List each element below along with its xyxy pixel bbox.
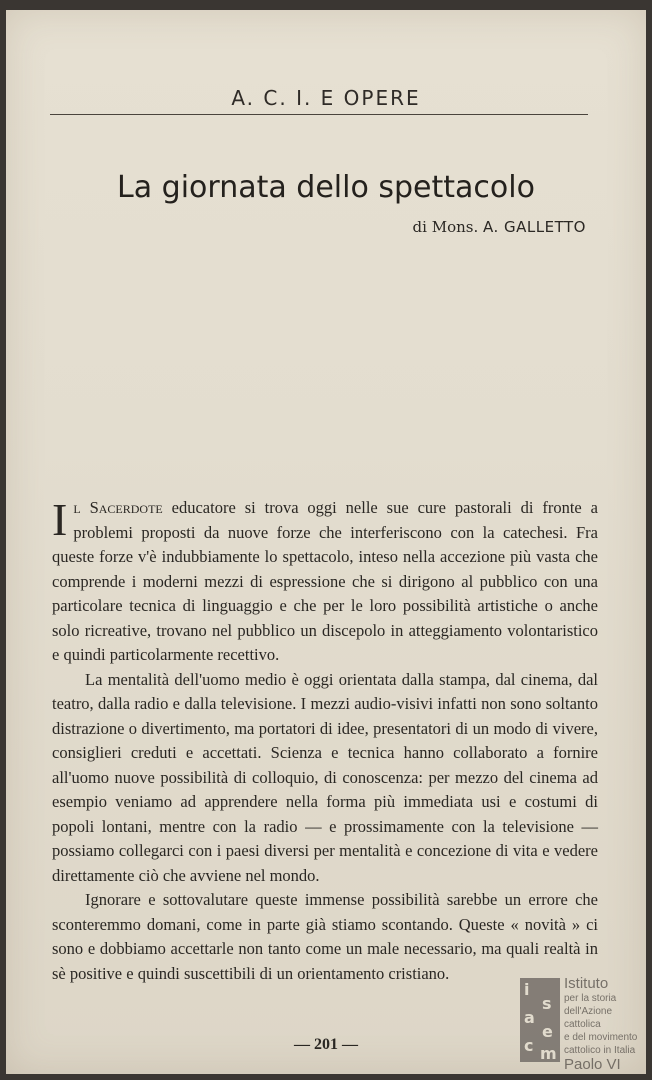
paragraph-1-text: educatore si trova oggi nelle sue cure pastorali di fronte a problemi proposti da nuove forze che interferiscono con la catechesi. Fra queste forze v'è indubbiamente lo spettacolo, inteso nella accezione più vasta che comprende i moderni mezzi di espressione che si dirigono al pubblico con una particolare tecnica di linguaggio e che per le loro possibilità artistiche o anche solo ricreative, trovano nel pubblico un discepolo in atteggiamento volontaristico e quindi particolarmente recettivo.	[52, 498, 598, 664]
section-heading: A. C. I. E OPERE	[231, 86, 421, 110]
author-line	[413, 218, 586, 236]
logo-letter: e	[542, 1022, 553, 1041]
archive-logo	[520, 978, 560, 1062]
archive-watermark	[520, 972, 650, 1073]
logo-letter: m	[540, 1044, 557, 1063]
author-prefix: di Mons.	[412, 218, 479, 236]
archive-name	[564, 976, 650, 1073]
stamp-line: cattolico in Italia	[564, 1045, 636, 1056]
article-title: La giornata dello spettacolo	[117, 170, 535, 205]
article-body	[52, 496, 598, 986]
stamp-line: Paolo VI	[564, 1056, 621, 1073]
logo-letter: c	[524, 1036, 534, 1055]
paragraph-3: Ignorare e sottovalutare queste immense possibilità sarebbe un errore che sconteremmo domani, come in parte già stiamo scontando. Queste « novità » ci sono e dobbiamo accettarle non tanto come un male necessario, ma quali realtà in sè positive e quindi suscettibili di un orientamento cristiano.	[52, 890, 598, 983]
paragraph-2: La mentalità dell'uomo medio è oggi orientata dalla stampa, dal cinema, dal teatro, dalla radio e dalla televisione. I mezzi audio-visivi infatti non sono soltanto distrazione o divertimento, ma portatori di idee, presentatori di un modo di vivere, consiglieri creduti e accettati. Scienza e tecnica hanno collaborato a fornire all'uomo nuove possibilità di colloquio, di conoscenza: per mezzo del cinema ad esempio veniamo ad apprendere nella forma più immediata usi e costumi di popoli lontani, mentre con la radio — e prossimamente con la televisione — possiamo collegarci con i paesi diversi per mentalità e concezione di vita e vedere direttamente ciò che avviene nel mondo.	[52, 669, 598, 885]
stamp-line: per la storia	[564, 993, 617, 1004]
heading-rule	[50, 114, 588, 115]
opening-smallcaps: l Sacerdote	[73, 498, 163, 517]
logo-letter: s	[542, 994, 552, 1013]
drop-cap: I	[52, 494, 68, 545]
author-name: A. GALLETTO	[483, 218, 586, 236]
paragraph-1	[52, 496, 598, 668]
logo-letter: a	[524, 1008, 535, 1027]
stamp-line: e del movimento	[564, 1032, 638, 1043]
logo-letter: i	[524, 980, 530, 999]
stamp-line: dell'Azione cattolica	[564, 1006, 613, 1030]
document-page	[6, 10, 646, 1074]
stamp-line: Istituto	[564, 975, 609, 992]
page-number: — 201 —	[294, 1036, 358, 1053]
